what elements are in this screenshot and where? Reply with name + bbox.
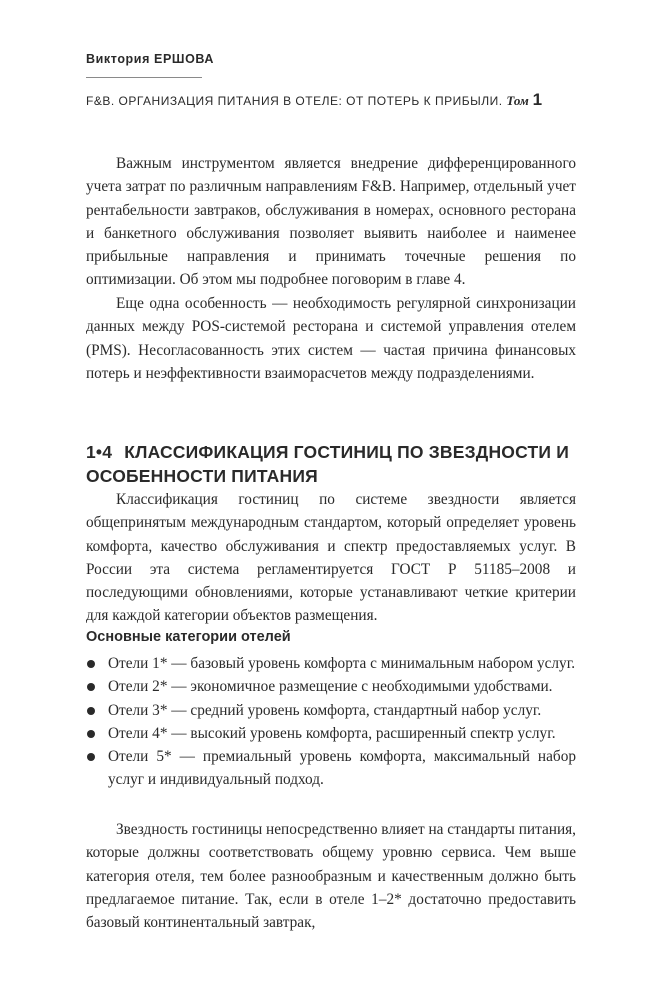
- paragraph-block: [86, 152, 576, 292]
- list-item: [86, 652, 576, 675]
- list-item-text: Отели 3* — средний уровень комфорта, стандартный набор услуг.: [108, 701, 542, 719]
- paragraph: Классификация гостиниц по системе звездности является общепринятым международным стандартом, который определяет уровень комфорта, качество обслуживания и спектр предоставляемых услуг. В России эта система регламентируется ГОСТ Р 51185–2008 и последующими обновлениями, которые устанавливают четкие критерии для каждой категории объектов размещения.: [86, 491, 576, 625]
- list-item-text: Отели 4* — высокий уровень комфорта, расширенный спектр услуг.: [108, 724, 556, 742]
- paragraph-block: [86, 488, 576, 628]
- list-item: [86, 722, 576, 745]
- bullet-icon: [87, 730, 95, 738]
- paragraph: Еще одна особенность — необходимость регулярной синхронизации данных между POS-системой ресторана и системой управления отелем (PMS). Несогласованность этих систем — частая причина финансовых потерь и неэффективности взаиморасчетов между подразделениями.: [86, 295, 576, 382]
- volume-label: Том: [506, 93, 529, 108]
- list-item: [86, 675, 576, 698]
- paragraph-block: [86, 818, 576, 934]
- bullet-icon: [87, 683, 95, 691]
- list-item-text: Отели 5* — премиальный уровень комфорта, максимальный набор услуг и индивидуальный подход.: [108, 748, 576, 789]
- bullet-icon: [87, 707, 95, 715]
- bullet-icon: [87, 660, 95, 668]
- bullet-icon: [87, 753, 95, 761]
- paragraph-block: [86, 292, 576, 385]
- list-item-text: Отели 2* — экономичное размещение с необходимыми удобствами.: [108, 678, 553, 696]
- list-item-text: Отели 1* — базовый уровень комфорта с минимальным набором услуг.: [108, 655, 576, 672]
- book-title: F&B. ОРГАНИЗАЦИЯ ПИТАНИЯ В ОТЕЛЕ: ОТ ПОТЕРЬ К ПРИБЫЛИ.: [86, 94, 503, 108]
- paragraph: Важным инструментом является внедрение дифференцированного учета затрат по различным направлениям F&B. Например, отдельный учет рентабельности завтраков, обслуживания в номерах, основного ресторана и банкетного обслуживания позволяет выявить наиболее и наименее прибыльные направления и принимать точечные решения по оптимизации. Об этом мы подробнее поговорим в главе 4.: [86, 155, 576, 289]
- volume-number: 1: [532, 90, 543, 109]
- section-number: 1•4: [86, 442, 113, 462]
- paragraph: Звездность гостиницы непосредственно влияет на стандарты питания, которые должны соответствовать общему уровню сервиса. Чем выше категория отеля, тем более разнообразным и качественным должно быть предлагаемое питание. Так, если в отеле 1–2* достаточно предоставить базовый континентальный завтрак,: [86, 821, 576, 932]
- running-title: [86, 90, 542, 110]
- categories-heading: Основные категории отелей: [86, 629, 291, 645]
- list-item: [86, 699, 576, 722]
- section-heading: [86, 440, 586, 488]
- categories-list: [86, 652, 576, 792]
- section-title: КЛАССИФИКАЦИЯ ГОСТИНИЦ ПО ЗВЕЗДНОСТИ И ОСОБЕННОСТИ ПИТАНИЯ: [86, 442, 570, 486]
- header-rule: [86, 77, 202, 78]
- author-name: Виктория ЕРШОВА: [86, 52, 215, 66]
- list-item: [86, 745, 576, 792]
